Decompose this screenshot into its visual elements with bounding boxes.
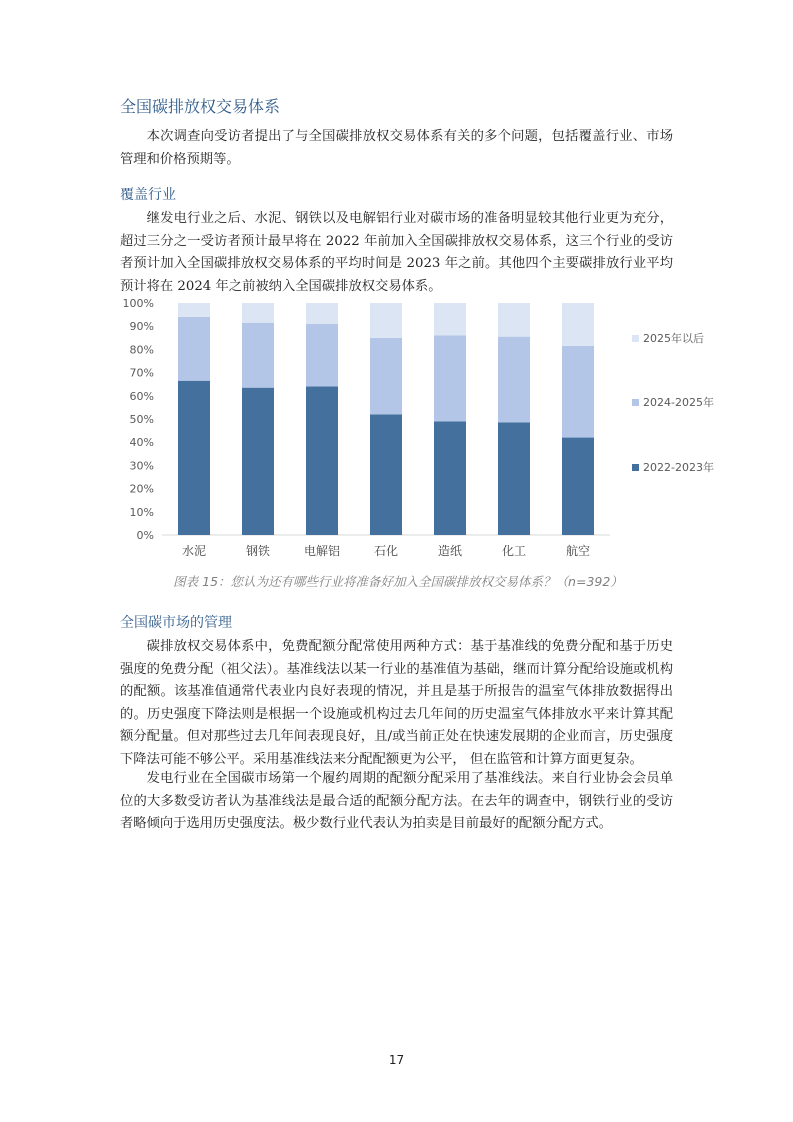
management-paragraph-1: 碳排放权交易体系中，免费配额分配常使用两种方式：基于基准线的免费分配和基于历史强度的免费分配（祖父法）。基准线法以某一行业的基准值为基础，继而计算分配给设施或机构的配额。该基准值通常代表业内良好表现的情况，并且是基于所报告的温室气体排放数据得出的。历史强度下降法则是根据一个设施或机构过去几年间的历史温室气体排放水平来计算其配额分配量。但对那些过去几年间表现良好，且/或当前正处在快速发展期的企业而言，历史强度下降法可能不够公平。采用基准线法来分配配额更为公平， 但在监管和计算方面更复杂。	[120, 639, 673, 767]
management-heading: 全国碳市场的管理	[120, 615, 232, 631]
bar-segment	[498, 303, 530, 337]
x-tick-label: 水泥	[181, 544, 207, 558]
legend-label: 2025年以后	[643, 332, 704, 345]
bar-segment	[178, 303, 210, 317]
x-tick-label: 化工	[501, 544, 527, 558]
intro-paragraph: 本次调查向受访者提出了与全国碳排放权交易体系有关的多个问题，包括覆盖行业、市场管理和价格预期等。	[120, 129, 673, 167]
legend-label: 2022-2023年	[643, 461, 714, 474]
stacked-bar-chart	[118, 292, 718, 567]
bar-segment	[178, 317, 210, 381]
bar-segment	[562, 303, 594, 346]
bar-segment	[242, 323, 274, 388]
y-tick-label: 10%	[129, 505, 154, 519]
bar-segment	[498, 337, 530, 423]
coverage-paragraph: 继发电行业之后、水泥、钢铁以及电解铝行业对碳市场的准备明显较其他行业更为充分，超过三分之一受访者预计最早将在 2022 年前加入全国碳排放权交易体系，这三个行业的受访者预计加入全国碳排放权交易体系的平均时间是 2023 年之前。其他四个主要碳排放行业平均预计将在 2024 年之前被纳入全国碳排放权交易体系。	[120, 211, 673, 294]
legend-swatch	[632, 399, 639, 406]
bar-segment	[242, 388, 274, 535]
bar-segment	[434, 303, 466, 335]
page-number: 17	[388, 1053, 405, 1067]
bar-segment	[370, 303, 402, 338]
y-tick-label: 70%	[129, 366, 154, 380]
y-tick-label: 30%	[129, 459, 154, 473]
y-tick-label: 40%	[129, 436, 154, 450]
x-tick-label: 钢铁	[245, 544, 271, 558]
bar-segment	[434, 421, 466, 535]
chart-svg	[118, 292, 718, 567]
bar-segment	[306, 324, 338, 387]
x-tick-label: 造纸	[437, 544, 463, 558]
legend-swatch	[632, 335, 639, 342]
bar-segment	[370, 414, 402, 535]
bar-segment	[370, 338, 402, 415]
bar-segment	[562, 438, 594, 535]
y-tick-label: 80%	[129, 343, 154, 357]
y-tick-label: 50%	[129, 413, 154, 426]
bar-segment	[178, 381, 210, 535]
bar-segment	[242, 303, 274, 323]
y-tick-label: 90%	[129, 320, 154, 334]
x-tick-label: 石化	[373, 544, 399, 558]
bar-segment	[306, 303, 338, 324]
y-tick-label: 100%	[122, 297, 154, 310]
bar-segment	[498, 422, 530, 535]
figure-caption: 图表 15：您认为还有哪些行业将准备好加入全国碳排放权交易体系？（n=392）	[173, 574, 623, 589]
bar-segment	[306, 387, 338, 535]
management-paragraph-2: 发电行业在全国碳市场第一个履约周期的配额分配采用了基准线法。来自行业协会会员单位的大多数受访者认为基准线法是最合适的配额分配方法。在去年的调查中，钢铁行业的受访者略倾向于选用历史强度法。极少数行业代表认为拍卖是目前最好的配额分配方式。	[120, 771, 673, 831]
legend-swatch	[632, 464, 639, 471]
bar-segment	[434, 335, 466, 421]
y-tick-label: 20%	[129, 482, 154, 496]
coverage-heading: 覆盖行业	[120, 187, 176, 203]
y-tick-label: 60%	[129, 389, 154, 403]
x-tick-label: 航空	[565, 544, 591, 558]
legend-label: 2024-2025年	[643, 396, 714, 409]
bar-segment	[562, 346, 594, 438]
x-tick-label: 电解铝	[303, 544, 341, 558]
section-title: 全国碳排放权交易体系	[120, 97, 281, 116]
y-tick-label: 0%	[136, 529, 154, 542]
